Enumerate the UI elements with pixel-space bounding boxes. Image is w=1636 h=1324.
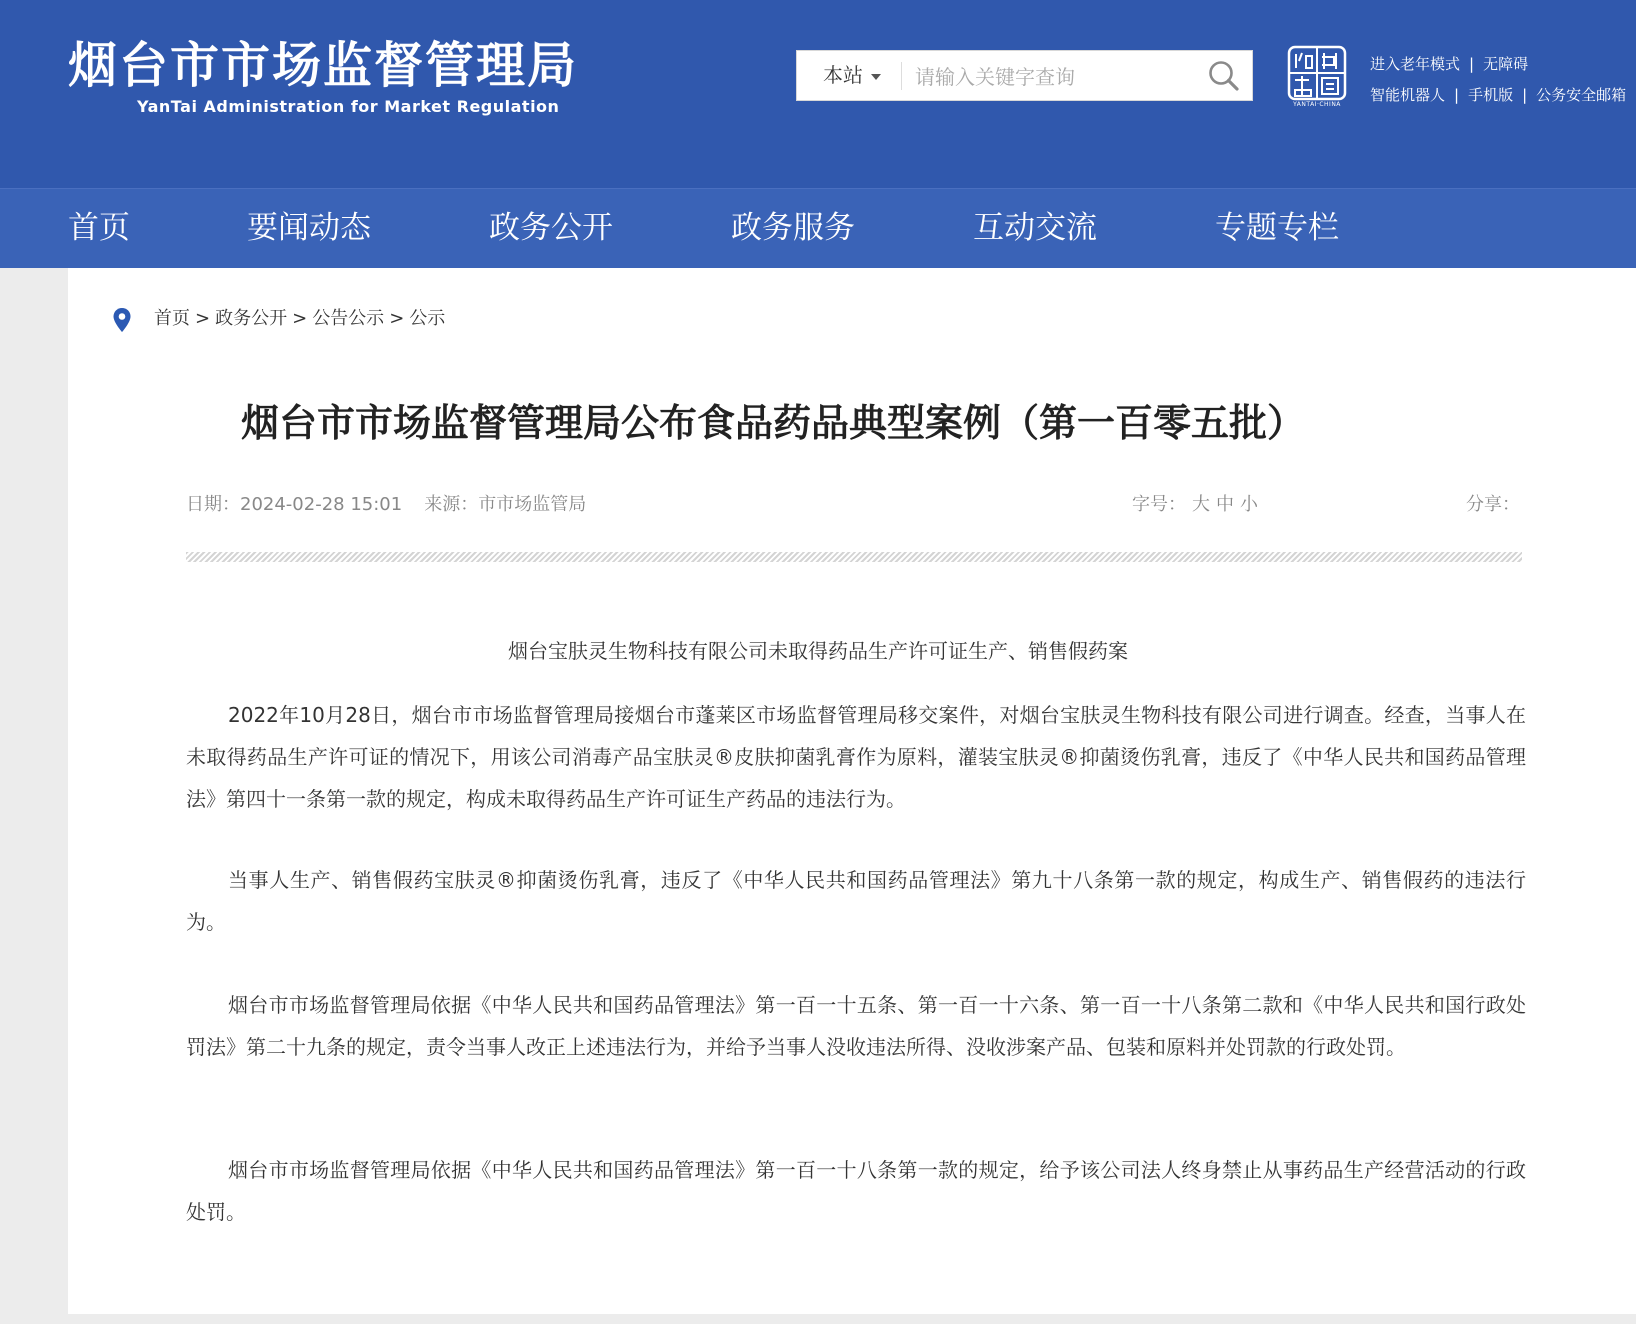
site-logo-chinese[interactable]: 烟台市市场监督管理局 — [68, 37, 579, 94]
article-date: 日期：2024-02-28 15:01 — [186, 494, 403, 515]
main-nav — [0, 188, 1636, 268]
breadcrumb-separator: > — [292, 308, 308, 329]
article-subtitle: 烟台宝肤灵生物科技有限公司未取得药品生产许可证生产、销售假药案 — [508, 639, 1128, 663]
article-source: 来源：市市场监管局 — [424, 494, 587, 515]
nav-item-topics[interactable]: 专题专栏 — [1215, 210, 1339, 246]
search-icon[interactable] — [1205, 57, 1243, 95]
nav-item-gov-affairs[interactable]: 政务公开 — [489, 210, 613, 246]
font-size-label: 字号： — [1132, 494, 1186, 515]
search-box — [796, 50, 1253, 101]
chevron-down-icon — [871, 74, 881, 80]
emblem-caption: YANTAI·CHINA — [1293, 101, 1341, 108]
share-label: 分享： — [1466, 494, 1520, 515]
breadcrumb-announcements[interactable]: 公告公示 — [312, 308, 385, 329]
top-links-row-2 — [1370, 80, 1626, 111]
official-mail-link[interactable]: 公务安全邮箱 — [1536, 86, 1627, 104]
article-paragraph-2: 当事人生产、销售假药宝肤灵®抑菌烫伤乳膏，违反了《中华人民共和国药品管理法》第九十八条第一款的规定，构成生产、销售假药的违法行为。 — [186, 868, 1526, 934]
robot-link[interactable]: 智能机器人 — [1370, 86, 1446, 104]
breadcrumb-gov-affairs[interactable]: 政务公开 — [215, 308, 288, 329]
font-size-switcher — [1132, 492, 1258, 518]
nav-item-gov-services[interactable]: 政务服务 — [731, 210, 855, 246]
breadcrumb-separator: > — [389, 308, 405, 329]
search-scope-dropdown[interactable] — [823, 51, 881, 100]
search-input[interactable] — [913, 57, 1187, 96]
top-links — [1370, 49, 1626, 111]
site-logo-english[interactable]: YanTai Administration for Market Regulation — [137, 97, 560, 116]
mobile-version-link[interactable]: 手机版 — [1468, 86, 1514, 104]
font-size-large[interactable]: 大 — [1192, 494, 1210, 515]
article-paragraph-1: 2022年10月28日，烟台市市场监督管理局接烟台市蓬莱区市场监督管理局移交案件，对烟台宝肤灵生物科技有限公司进行调查。经查，当事人在未取得药品生产许可证的情况下，用该公司消毒产品宝肤灵®皮肤抑菌乳膏作为原料，灌装宝肤灵®抑菌烫伤乳膏，违反了《中华人民共和国药品管理法》第四十一条第一款的规定，构成未取得药品生产许可证生产药品的违法行为。 — [186, 703, 1526, 811]
yantai-emblem-icon — [1286, 44, 1348, 112]
breadcrumb-notice[interactable]: 公示 — [409, 308, 446, 329]
link-separator: | — [1469, 55, 1475, 73]
article-meta — [186, 492, 586, 518]
site-header — [0, 0, 1636, 188]
nav-item-home[interactable]: 首页 — [68, 210, 130, 246]
nav-item-interaction[interactable]: 互动交流 — [973, 210, 1097, 246]
search-scope-label: 本站 — [823, 63, 863, 87]
article-paragraph-4: 烟台市市场监督管理局依据《中华人民共和国药品管理法》第一百一十八条第一款的规定，给予该公司法人终身禁止从事药品生产经营活动的行政处罚。 — [186, 1158, 1526, 1224]
meta-divider — [186, 552, 1522, 562]
font-size-medium[interactable]: 中 — [1216, 494, 1234, 515]
article-title: 烟台市市场监督管理局公布食品药品典型案例（第一百零五批） — [240, 401, 1305, 445]
search-divider — [901, 62, 902, 90]
link-separator: | — [1522, 86, 1528, 104]
elderly-mode-link[interactable]: 进入老年模式 — [1370, 55, 1461, 73]
article-container — [68, 268, 1636, 1314]
font-size-small[interactable]: 小 — [1240, 494, 1258, 515]
breadcrumb-separator: > — [195, 308, 211, 329]
article-paragraph-3: 烟台市市场监督管理局依据《中华人民共和国药品管理法》第一百一十五条、第一百一十六条、第一百一十八条第二款和《中华人民共和国行政处罚法》第二十九条的规定，责令当事人改正上述违法行为，并给予当事人没收违法所得、没收涉案产品、包装和原料并处罚款的行政处罚。 — [186, 993, 1526, 1059]
accessibility-link[interactable]: 无障碍 — [1483, 55, 1529, 73]
nav-item-news[interactable]: 要闻动态 — [247, 210, 371, 246]
top-links-row-1 — [1370, 49, 1626, 80]
breadcrumb-home[interactable]: 首页 — [154, 308, 190, 329]
location-pin-icon — [112, 307, 132, 333]
link-separator: | — [1454, 86, 1460, 104]
